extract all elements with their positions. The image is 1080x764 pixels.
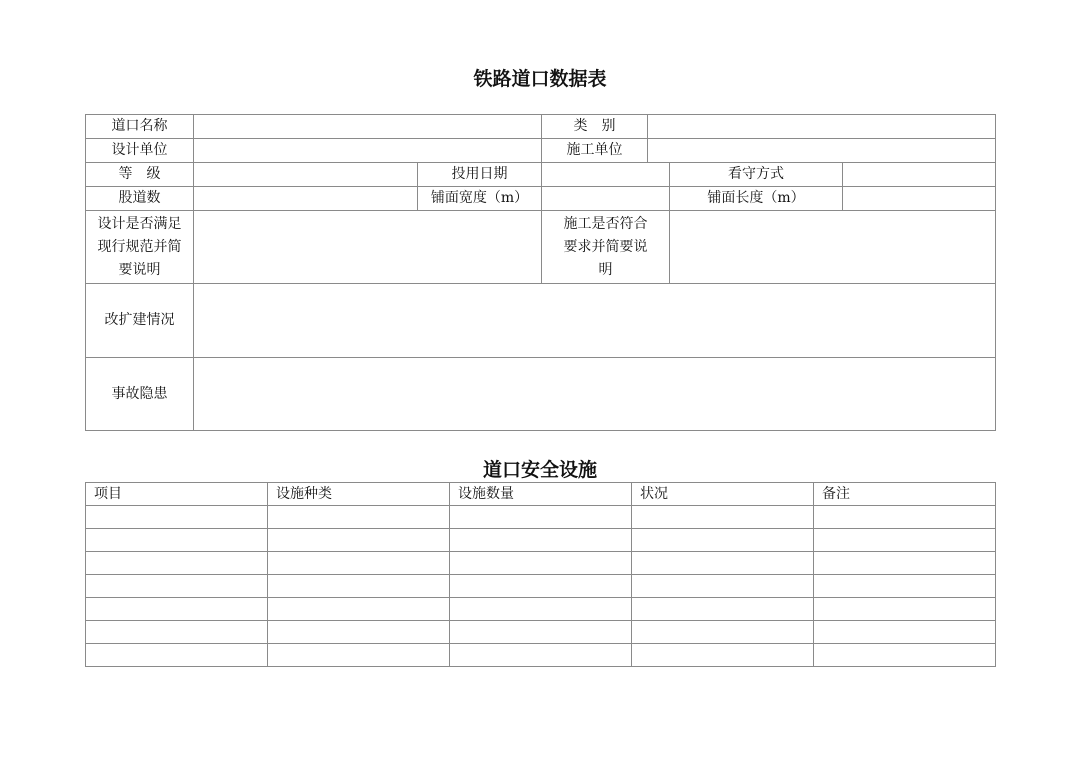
table-cell[interactable]	[86, 529, 268, 552]
table-cell[interactable]	[450, 529, 632, 552]
design-compliance-line-2: 现行规范并简	[97, 238, 182, 255]
value-commission-date[interactable]	[542, 163, 670, 187]
table-cell[interactable]	[86, 552, 268, 575]
table-cell[interactable]	[814, 621, 996, 644]
table-cell[interactable]	[86, 644, 268, 667]
label-grade: 等 级	[86, 163, 194, 187]
value-construction-unit[interactable]	[648, 139, 996, 163]
label-track-count: 股道数	[86, 187, 194, 211]
table-cell[interactable]	[268, 621, 450, 644]
section-title-safety: 道口安全设施	[482, 459, 597, 481]
design-compliance-line-3: 要说明	[118, 261, 161, 278]
header-condition: 状况	[632, 483, 814, 506]
table-cell[interactable]	[450, 644, 632, 667]
value-track-count[interactable]	[194, 187, 418, 211]
table-row	[86, 644, 996, 667]
safety-facilities-table	[85, 482, 996, 667]
value-grade[interactable]	[194, 163, 418, 187]
label-design-unit: 设计单位	[86, 139, 194, 163]
label-guard-method: 看守方式	[670, 163, 843, 187]
design-compliance-line-1: 设计是否满足	[97, 215, 182, 232]
header-facility-type: 设施种类	[268, 483, 450, 506]
value-pavement-width[interactable]	[542, 187, 670, 211]
table-cell[interactable]	[632, 529, 814, 552]
table-cell[interactable]	[814, 644, 996, 667]
table-cell[interactable]	[268, 506, 450, 529]
header-remarks: 备注	[814, 483, 996, 506]
table-cell[interactable]	[86, 506, 268, 529]
table-row	[86, 506, 996, 529]
table-cell[interactable]	[814, 598, 996, 621]
label-renovation: 改扩建情况	[86, 284, 194, 358]
table-cell[interactable]	[814, 575, 996, 598]
label-design-compliance	[86, 211, 194, 284]
table-cell[interactable]	[814, 552, 996, 575]
construction-compliance-line-3: 明	[598, 261, 613, 278]
table-cell[interactable]	[632, 644, 814, 667]
crossing-data-table	[85, 114, 996, 431]
table-cell[interactable]	[86, 575, 268, 598]
table-row	[86, 529, 996, 552]
label-pavement-width: 铺面宽度（m）	[418, 187, 542, 211]
value-category[interactable]	[648, 115, 996, 139]
table-cell[interactable]	[814, 529, 996, 552]
table-cell[interactable]	[86, 621, 268, 644]
value-renovation[interactable]	[194, 284, 996, 358]
label-pavement-length: 铺面长度（m）	[670, 187, 843, 211]
table-cell[interactable]	[268, 575, 450, 598]
page-title: 铁路道口数据表	[473, 68, 607, 90]
label-commission-date: 投用日期	[418, 163, 542, 187]
table-cell[interactable]	[268, 552, 450, 575]
construction-compliance-line-2: 要求并简要说	[563, 238, 648, 255]
table-cell[interactable]	[632, 575, 814, 598]
table-cell[interactable]	[632, 621, 814, 644]
label-construction-unit: 施工单位	[542, 139, 648, 163]
table-cell[interactable]	[450, 598, 632, 621]
table-row	[86, 575, 996, 598]
table-cell[interactable]	[268, 644, 450, 667]
table-row	[86, 552, 996, 575]
label-accident-hazards: 事故隐患	[86, 358, 194, 431]
label-category: 类 别	[542, 115, 648, 139]
table-row	[86, 621, 996, 644]
table-cell[interactable]	[450, 552, 632, 575]
table-cell[interactable]	[450, 621, 632, 644]
header-item: 项目	[86, 483, 268, 506]
label-construction-compliance	[542, 211, 670, 284]
construction-compliance-line-1: 施工是否符合	[563, 215, 648, 232]
table-cell[interactable]	[268, 529, 450, 552]
header-facility-count: 设施数量	[450, 483, 632, 506]
table-cell[interactable]	[450, 575, 632, 598]
value-construction-compliance[interactable]	[670, 211, 996, 284]
value-guard-method[interactable]	[843, 163, 996, 187]
value-accident-hazards[interactable]	[194, 358, 996, 431]
value-design-unit[interactable]	[194, 139, 542, 163]
table-cell[interactable]	[632, 598, 814, 621]
safety-table-body	[86, 506, 996, 667]
table-cell[interactable]	[450, 506, 632, 529]
table-row	[86, 598, 996, 621]
table-cell[interactable]	[268, 598, 450, 621]
value-pavement-length[interactable]	[843, 187, 996, 211]
label-crossing-name: 道口名称	[86, 115, 194, 139]
table-cell[interactable]	[632, 552, 814, 575]
value-crossing-name[interactable]	[194, 115, 542, 139]
value-design-compliance[interactable]	[194, 211, 542, 284]
table-cell[interactable]	[86, 598, 268, 621]
table-cell[interactable]	[814, 506, 996, 529]
table-cell[interactable]	[632, 506, 814, 529]
